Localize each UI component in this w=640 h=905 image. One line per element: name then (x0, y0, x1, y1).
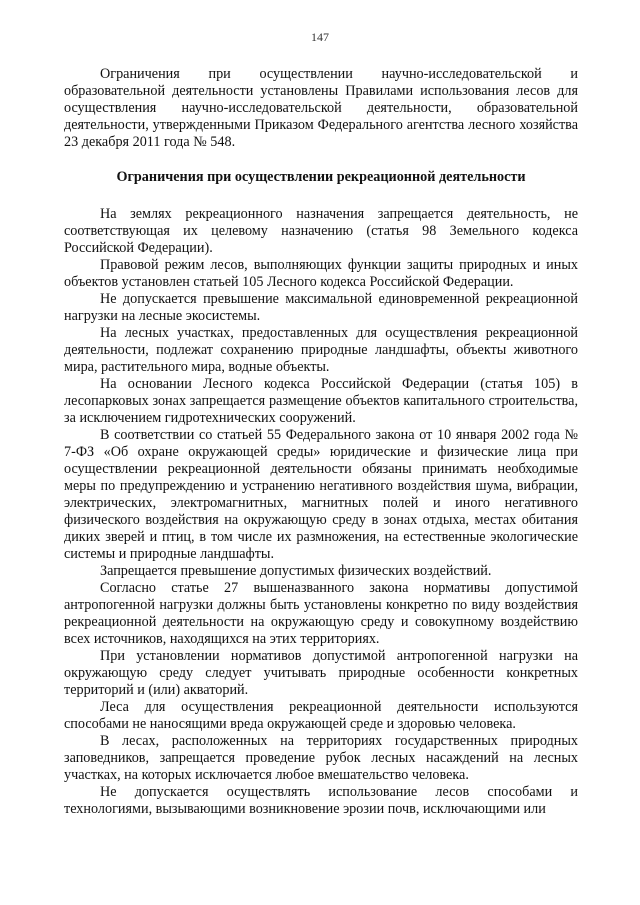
paragraph: Согласно статье 27 вышеназванного закона нормативы допустимой антропогенной нагрузки должны быть установлены конкретно по виду воздействия рекреационной деятельности на окружающую среду и совокупному воздействию всех источников, находящихся на этих территориях. (64, 580, 578, 647)
paragraph: Не допускается осуществлять использование лесов способами и технологиями, вызывающими возникновение эрозии почв, исключающими или (64, 784, 578, 817)
intro-paragraph: Ограничения при осуществлении научно-исследовательской и образовательной деятельности установлены Правилами использования лесов для осуществления научно-исследовательской деятельности, образовательной деятельности, утвержденными Приказом Федерального агентства лесного хозяйства 23 декабря 2011 года № 548. (64, 66, 578, 150)
paragraph: Не допускается превышение максимальной единовременной рекреационной нагрузки на лесные экосистемы. (64, 291, 578, 324)
paragraph: При установлении нормативов допустимой антропогенной нагрузки на окружающую среду следует учитывать природные особенности конкретных территорий и (или) акваторий. (64, 648, 578, 698)
paragraph: На лесных участках, предоставленных для осуществления рекреационной деятельности, подлежат сохранению природные ландшафты, объекты животного мира, растительного мира, водные объекты. (64, 325, 578, 375)
page-number: 147 (311, 30, 329, 44)
section-heading: Ограничения при осуществлении рекреационной деятельности (116, 169, 526, 185)
paragraph: Леса для осуществления рекреационной деятельности используются способами не наносящими вреда окружающей среде и здоровью человека. (64, 699, 578, 732)
paragraph: Запрещается превышение допустимых физических воздействий. (100, 563, 492, 579)
document-body (64, 66, 578, 818)
paragraph: На землях рекреационного назначения запрещается деятельность, не соответствующая их целевому назначению (статья 98 Земельного кодекса Российской Федерации). (64, 206, 578, 256)
paragraph: В соответствии со статьей 55 Федерального закона от 10 января 2002 года № 7-ФЗ «Об охране окружающей среды» юридические и физические лица при осуществлении рекреационной деятельности обязаны принимать необходимые меры по предупреждению и устранению негативного воздействия шума, вибрации, электрических, электромагнитных, магнитных полей и иного негативного физического воздействия на окружающую среду в зонах отдыха, местах обитания диких зверей и птиц, в том числе их размножения, на естественные экологические системы и природные ландшафты. (64, 427, 578, 562)
paragraph: На основании Лесного кодекса Российской Федерации (статья 105) в лесопарковых зонах запрещается размещение объектов капитального строительства, за исключением гидротехнических сооружений. (64, 376, 578, 426)
paragraph: В лесах, расположенных на территориях государственных природных заповедников, запрещается проведение рубок лесных насаждений на лесных участках, на которых исключается любое вмешательство человека. (64, 733, 578, 783)
paragraph: Правовой режим лесов, выполняющих функции защиты природных и иных объектов установлен статьей 105 Лесного кодекса Российской Федерации. (64, 257, 578, 290)
